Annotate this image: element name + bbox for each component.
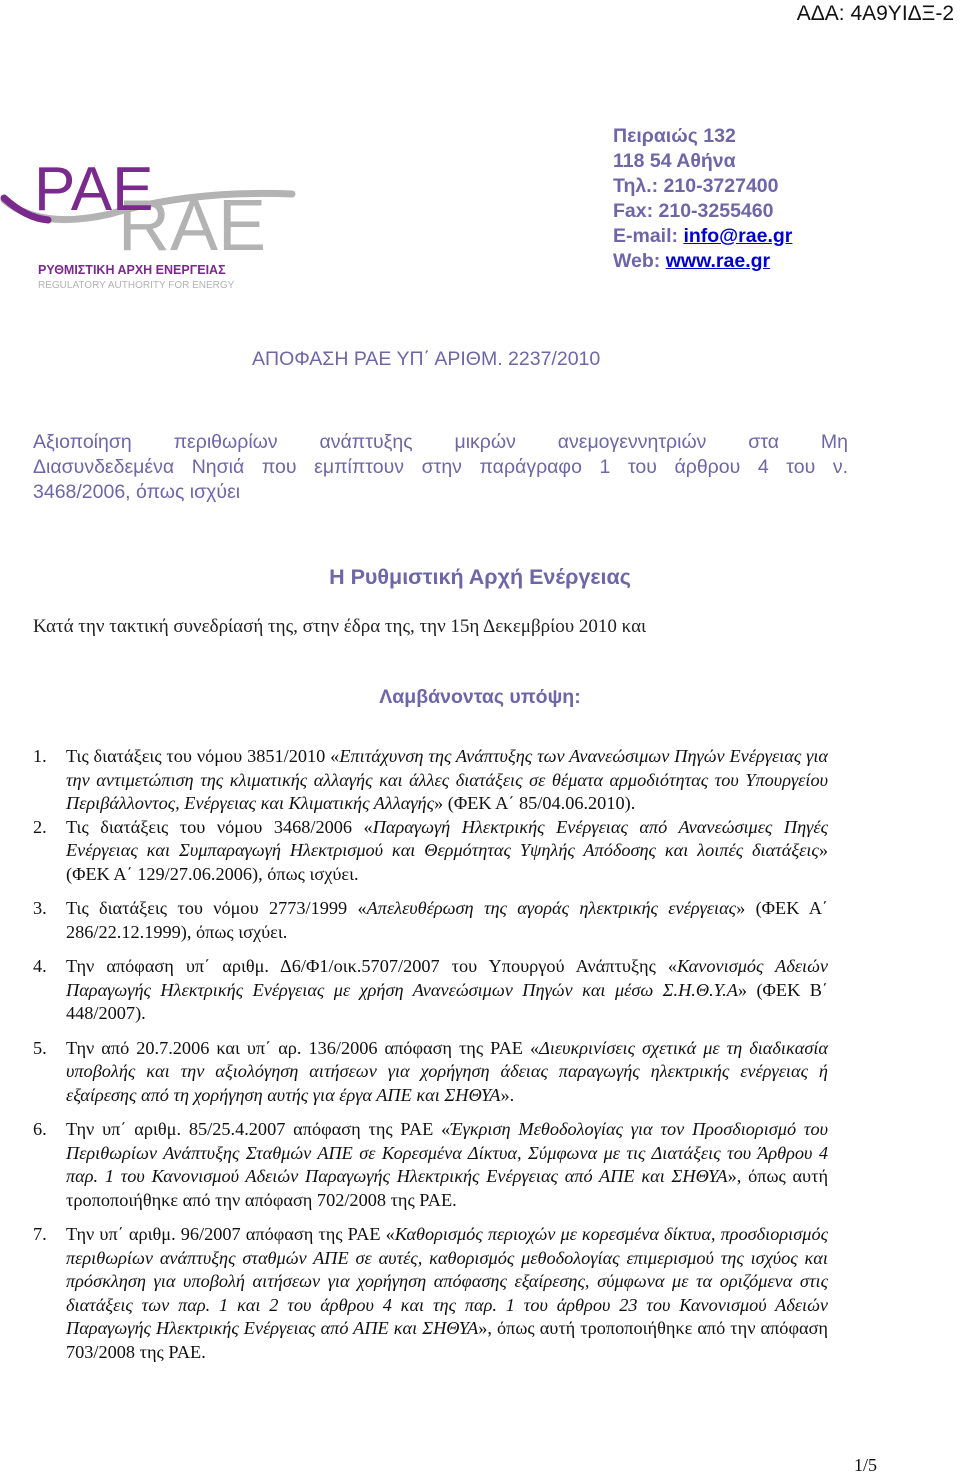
consideration-item-6 [33,1118,828,1212]
decision-title: ΑΠΟΦΑΣΗ ΡΑΕ ΥΠ΄ ΑΡΙΘΜ. 2237/2010 [252,348,601,370]
subject-line-1: Αξιοποίηση περιθωρίων ανάπτυξης μικρών ανεμογεννητριών στα Μη [33,431,848,453]
contact-block [613,124,792,274]
item-number: 3. [33,898,47,918]
considerations-list [33,745,828,1375]
item-number: 1. [33,746,47,766]
consideration-item-2 [33,816,828,887]
item-text-pre: Τις διατάξεις του νόμου 3851/2010 « [66,746,340,766]
contact-city: 118 54 Αθήνα [613,150,736,172]
contact-phone: Τηλ.: 210-3727400 [613,175,779,197]
item-text-title: Παραγωγή Ηλεκτρικής Ενέργειας από Ανανεώσιμες Πηγές Ενέργειας και Συμπαραγωγή Ηλεκτρισμού και Θερμότητας Υψηλής Απόδοσης και λοιπές διατάξεις [66,816,828,860]
item-text-title: Καθορισμός περιοχών με κορεσμένα δίκτυα, προσδιορισμός περιθωρίων ανάπτυξης σταθμών ΑΠΕ σε αυτές, καθορισμός μεθοδολογίας επιμερισμού της ισχύος και πρόσκληση για υποβολή αιτήσεων για χορήγηση απόφασης εξαίρεσης, σύμφωνα με τα οριζόμενα στις διατάξεις των παρ. 1 και 2 του άρθρου 4 και της παρ. 1 του άρθρου 23 του Κανονισμού Αδειών Παραγωγής Ηλεκτρικής Ενέργειας από ΑΠΕ και ΣΗΘΥΑ [66,1224,828,1338]
subject-line-2: Διασυνδεδεμένα Νησιά που εμπίπτουν στην παράγραφο 1 του άρθρου 4 του ν. [33,456,848,478]
item-number: 6. [33,1119,47,1139]
authority-heading: Η Ρυθμιστική Αρχή Ενέργειας [329,565,631,589]
item-text-title: Απελευθέρωση της αγοράς ηλεκτρικής ενέργειας [366,898,737,918]
item-text-post: » (ΦΕΚ Α΄ 286/22.12.1999), όπως ισχύει. [66,898,829,942]
consideration-item-4 [33,955,828,1026]
item-text-post: ». [500,1084,515,1105]
item-text-pre: Την από 20.7.2006 και υπ΄ αρ. 136/2006 απόφαση της ΡΑΕ « [66,1037,540,1058]
decision-subject [33,430,848,505]
contact-web-label: Web: [613,250,666,272]
consideration-item-5 [33,1037,828,1108]
item-text-post: » (ΦΕΚ Α΄ 129/27.06.2006), όπως ισχύει. [66,840,828,884]
contact-email-label: E-mail: [613,225,684,247]
ada-code: ΑΔΑ: 4Α9ΥΙΔΞ-2 [796,2,954,25]
item-text-title: Επιτάχυνση της Ανάπτυξης των Ανανεώσιμων Πηγών Ενέργειας για την αντιμετώπιση της κλιματικής αλλαγής και άλλες διατάξεις σε θέματα αρμοδιότητας του Υπουργείου Περιβάλλοντος, Ενέργειας και Κλιματικής Αλλαγής [66,746,828,813]
logo-greek-name: ΡΥΘΜΙΣΤΙΚΗ ΑΡΧΗ ΕΝΕΡΓΕΙΑΣ [38,263,226,277]
session-statement: Κατά την τακτική συνεδρίασή της, στην έδρα της, την 15η Δεκεμβρίου 2010 και [33,616,647,637]
item-text-title: Έγκριση Μεθοδολογίας για τον Προσδιορισμό του Περιθωρίων Ανάπτυξης Σταθμών ΑΠΕ σε Κορεσμένα Δίκτυα, Σύμφωνα με τις Διατάξεις του Άρθρου 4 παρ. 1 του Κανονισμού Αδειών Παραγωγής Ηλεκτρικής Ενέργειας από ΑΠΕ και ΣΗΘΥΑ [66,1119,828,1186]
item-text-pre: Τις διατάξεις του νόμου 2773/1999 « [66,898,367,918]
item-text-pre: Την υπ΄ αριθμ. 96/2007 απόφαση της ΡΑΕ « [66,1224,395,1244]
item-text-title: Διευκρινίσεις σχετικά με τη διαδικασία υποβολής και την αξιολόγηση αιτήσεων για χορήγηση άδειας παραγωγής ηλεκτρικής ενέργειας ή εξαίρεσης από τη χορήγηση αυτής για έργα ΑΠΕ και ΣΗΘΥΑ [66,1037,829,1105]
rae-logo [0,152,300,294]
email-link[interactable]: info@rae.gr [683,225,793,247]
item-text-post: », όπως αυτή τροποποιήθηκε από την απόφαση 703/2008 της ΡΑΕ. [66,1318,828,1362]
item-text-pre: Τις διατάξεις του νόμου 3468/2006 « [66,816,373,837]
page-number: 1/5 [853,1455,877,1475]
item-text-pre: Την υπ΄ αριθμ. 85/25.4.2007 απόφαση της ΡΑΕ « [66,1119,451,1139]
logo-latin-abbr: RAE [118,186,267,266]
item-number: 7. [33,1224,47,1244]
contact-email-row [613,224,792,249]
rae-logo-graphic [0,152,300,294]
subject-line-3: 3468/2006, όπως ισχύει [33,481,241,503]
item-text-post: » (ΦΕΚ Α΄ 85/04.06.2010). [434,793,636,813]
logo-greek-abbr: ΡΑΕ [34,155,154,224]
logo-english-name: REGULATORY AUTHORITY FOR ENERGY [38,280,235,291]
contact-web-row [613,249,792,274]
item-text-post: » (ΦΕΚ Β΄ 448/2007). [66,979,828,1023]
item-number: 2. [33,816,47,837]
item-text-pre: Την απόφαση υπ΄ αριθμ. Δ6/Φ1/οικ.5707/2007 του Υπουργού Ανάπτυξης « [66,956,678,976]
contact-fax: Fax: 210-3255460 [613,200,774,222]
consideration-item-7 [33,1223,828,1364]
item-text-post: », όπως αυτή τροποποιήθηκε από την απόφαση 702/2008 της ΡΑΕ. [66,1166,829,1210]
consideration-item-3 [33,897,828,944]
considering-heading: Λαμβάνοντας υπόψη: [379,686,581,708]
contact-street: Πειραιώς 132 [613,125,736,147]
item-number: 4. [33,956,47,976]
consideration-item-1 [33,745,828,816]
item-text-title: Κανονισμός Αδειών Παραγωγής Ηλεκτρικής Ενέργειας με χρήση Ανανεώσιμων Πηγών και μέσω Σ.Η.Θ.Υ.Α [66,956,828,1000]
website-link[interactable]: www.rae.gr [665,250,771,272]
item-number: 5. [33,1037,47,1058]
